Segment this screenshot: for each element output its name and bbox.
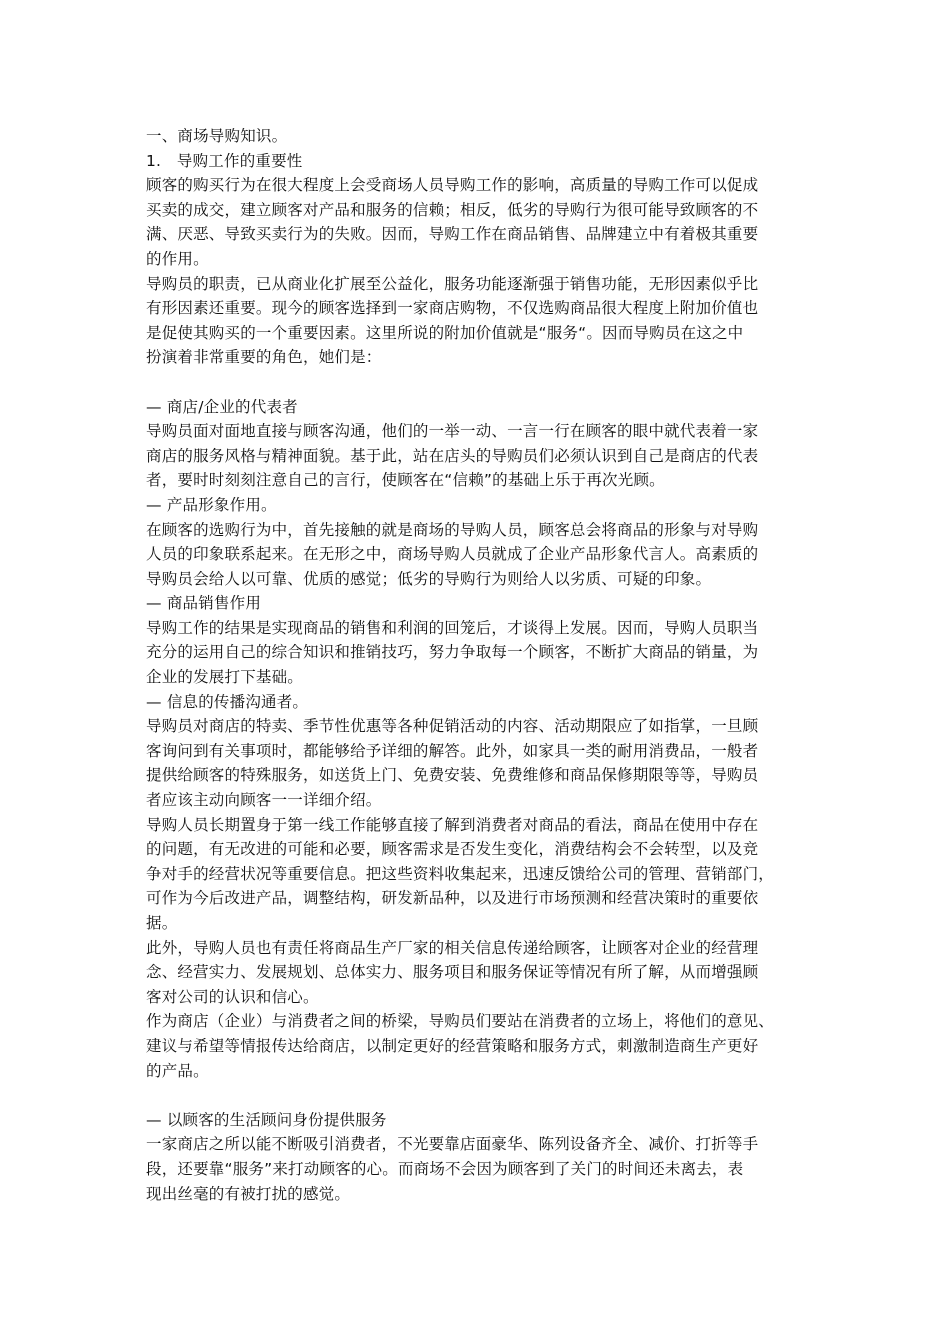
blank-line [146, 1083, 814, 1108]
text-line: 有形因素还重要。现今的顾客选择到一家商店购物，不仅选购商品很大程度上附加价值也 [146, 299, 759, 318]
text-line: 的产品。 [146, 1061, 209, 1080]
text-line: 的问题，有无改进的可能和必要，顾客需求是否发生变化，消费结构会不会转型，以及竞 [146, 840, 759, 859]
text-line: 的作用。 [146, 249, 209, 268]
text-line: 企业的发展打下基础。 [146, 668, 304, 687]
text-line: 者应该主动向顾客一一详细介绍。 [146, 791, 382, 810]
text-line: 导购员的职责，已从商业化扩展至公益化，服务功能逐渐强于销售功能，无形因素似乎比 [146, 274, 759, 293]
text-line: 导购员面对面地直接与顾客沟通，他们的一举一动、一言一行在顾客的眼中就代表着一家 [146, 422, 759, 441]
text-line: 建议与希望等情报传达给商店，以制定更好的经营策略和服务方式，刺激制造商生产更好 [146, 1036, 759, 1055]
text-line: 段，还要靠“服务”来打动顾客的心。而商场不会因为顾客到了关门的时间还未离去，表 [146, 1159, 744, 1178]
text-line: 充分的运用自己的综合知识和推销技巧，努力争取每一个顾客，不断扩大商品的销量，为 [146, 643, 759, 662]
document-body [146, 124, 814, 1206]
text-line: 一家商店之所以能不断吸引消费者，不光要靠店面豪华、陈列设备齐全、减价、打折等手 [146, 1135, 759, 1154]
text-line: 是促使其购买的一个重要因素。这里所说的附加价值就是“服务“。因而导购员在这之中 [146, 323, 744, 342]
text-line: 买卖的成交，建立顾客对产品和服务的信赖；相反，低劣的导购行为很可能导致顾客的不 [146, 200, 759, 219]
text-line: 扮演着非常重要的角色，她们是： [146, 348, 382, 367]
role-heading: — 信息的传播沟通者。 [146, 692, 309, 711]
subsection-heading: 1. 导购工作的重要性 [146, 151, 303, 170]
text-line: 导购员会给人以可靠、优质的感觉；低劣的导购行为则给人以劣质、可疑的印象。 [146, 569, 712, 588]
text-line: 人员的印象联系起来。在无形之中，商场导购人员就成了企业产品形象代言人。高素质的 [146, 545, 759, 564]
text-line: 据。 [146, 914, 178, 932]
role-heading: — 以顾客的生活顾问身份提供服务 [146, 1110, 387, 1129]
text-line: 提供给顾客的特殊服务，如送货上门、免费安装、免费维修和商品保修期限等等，导购员 [146, 766, 759, 785]
text-line: 作为商店（企业）与消费者之间的桥梁，导购员们要站在消费者的立场上，将他们的意见、 [146, 1012, 775, 1031]
section-title: 一、商场导购知识。 [146, 127, 288, 145]
text-line: 现出丝毫的有被打扰的感觉。 [146, 1184, 351, 1203]
text-line: 顾客的购买行为在很大程度上会受商场人员导购工作的影响，高质量的导购工作可以促成 [146, 176, 759, 195]
text-line: 商店的服务风格与精神面貌。基于此，站在店头的导购员们必须认识到自己是商店的代表 [146, 446, 759, 465]
text-line: 者，要时时刻刻注意自己的言行，使顾客在“信赖”的基础上乐于再次光顾。 [146, 471, 665, 490]
text-line: 争对手的经营状况等重要信息。把这些资料收集起来，迅速反馈给公司的管理、营销部门， [146, 864, 775, 883]
text-line: 导购工作的结果是实现商品的销售和利润的回笼后，才谈得上发展。因而，导购人员职当 [146, 618, 759, 637]
role-heading: — 产品形象作用。 [146, 495, 277, 514]
blank-line [146, 370, 814, 395]
text-line: 在顾客的选购行为中，首先接触的就是商场的导购人员，顾客总会将商品的形象与对导购 [146, 520, 759, 539]
text-line: 客对公司的认识和信心。 [146, 987, 319, 1006]
text-line: 客询问到有关事项时，都能够给予详细的解答。此外，如家具一类的耐用消费品，一般者 [146, 741, 759, 760]
text-line: 导购人员长期置身于第一线工作能够直接了解到消费者对商品的看法，商品在使用中存在 [146, 815, 759, 834]
text-line: 导购员对商店的特卖、季节性优惠等各种促销活动的内容、活动期限应了如指掌，一旦顾 [146, 717, 759, 736]
text-line: 可作为今后改进产品，调整结构，研发新品种，以及进行市场预测和经营决策时的重要依 [146, 889, 759, 908]
text-line: 此外，导购人员也有责任将商品生产厂家的相关信息传递给顾客，让顾客对企业的经营理 [146, 938, 759, 957]
text-line: 念、经营实力、发展规划、总体实力、服务项目和服务保证等情况有所了解，从而增强顾 [146, 963, 759, 982]
text-line: 满、厌恶、导致买卖行为的失败。因而，导购工作在商品销售、品牌建立中有着极其重要 [146, 225, 759, 244]
role-heading: — 商店/企业的代表者 [146, 397, 298, 416]
role-heading: — 商品销售作用 [146, 594, 262, 613]
